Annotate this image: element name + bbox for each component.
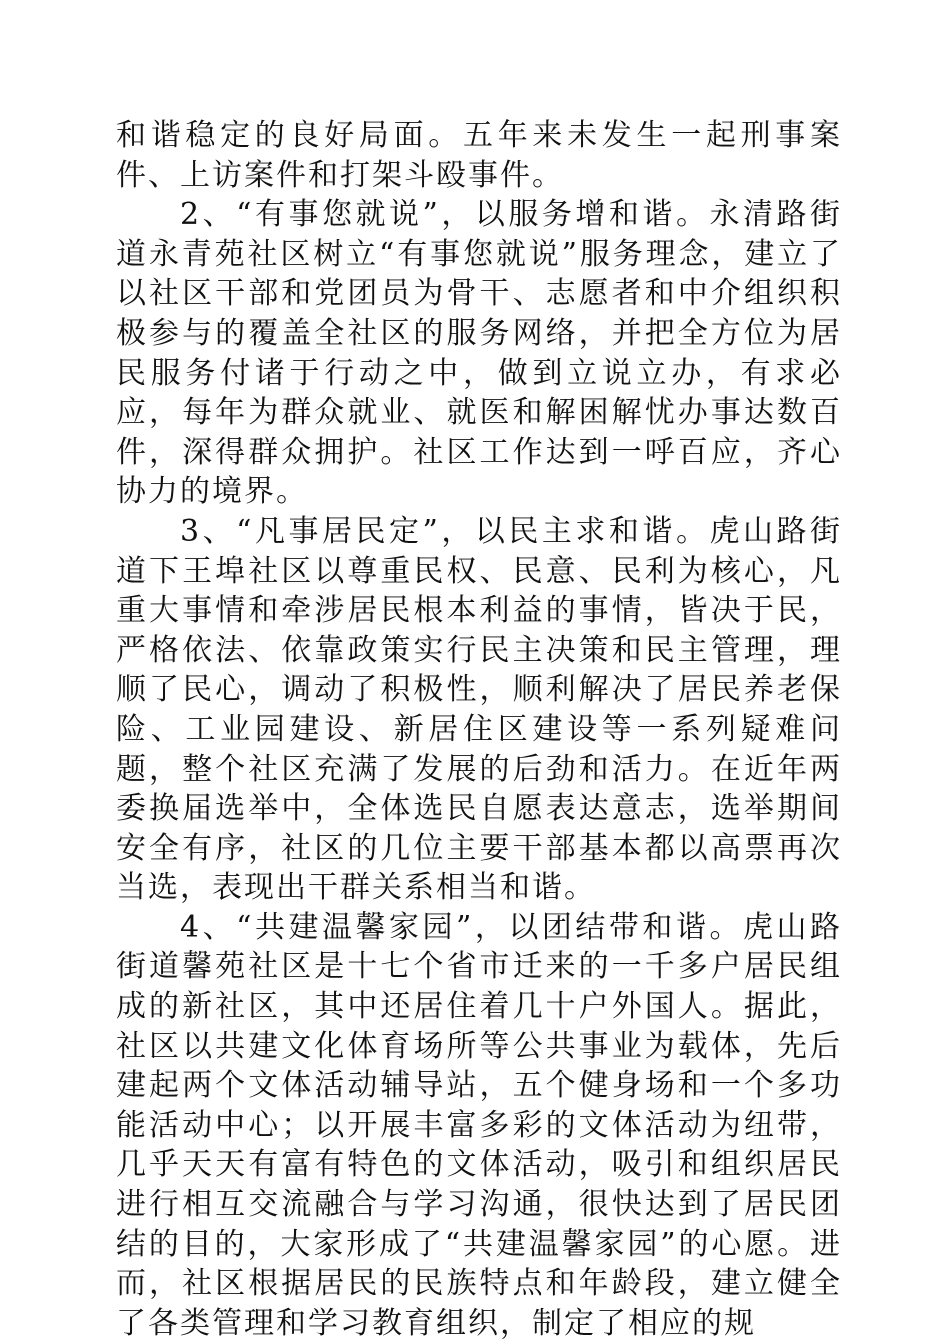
- paragraph-item-2: 2、“有事您就说”，以服务增和谐。永清路街道永青苑社区树立“有事您就说”服务理念，建立了以社区干部和党团员为骨干、志愿者和中介组织积极参与的覆盖全社区的服务网络，并把全方位为居民服务付诸于行动之中，做到立说立办，有求必应，每年为群众就业、就医和解困解忧办事达数百件，深得群众拥护。社区工作达到一呼百应，齐心协力的境界。: [116, 197, 842, 510]
- paragraph-continuation: 和谐稳定的良好局面。五年来未发生一起刑事案件、上访案件和打架斗殴事件。: [116, 118, 842, 193]
- paragraph-item-3: 3、“凡事居民定”，以民主求和谐。虎山路街道下王埠社区以尊重民权、民意、民利为核心，凡重大事情和牵涉居民根本利益的事情，皆决于民，严格依法、依靠政策实行民主决策和民主管理，理顺了民心，调动了积极性，顺利解决了居民养老保险、工业园建设、新居住区建设等一系列疑难问题，整个社区充满了发展的后劲和活力。在近年两委换届选举中，全体选民自愿表达意志，选举期间安全有序，社区的几位主要干部基本都以高票再次当选，表现出干群关系相当和谐。: [116, 513, 842, 906]
- document-body: [116, 116, 842, 1343]
- paragraph-item-4: 4、“共建温馨家园”，以团结带和谐。虎山路街道馨苑社区是十七个省市迁来的一千多户居民组成的新社区，其中还居住着几十户外国人。据此，社区以共建文化体育场所等公共事业为载体，先后建起两个文体活动辅导站，五个健身场和一个多功能活动中心；以开展丰富多彩的文体活动为纽带，几乎天天有富有特色的文体活动，吸引和组织居民进行相互交流融合与学习沟通，很快达到了居民团结的目的，大家形成了“共建温馨家园”的心愿。进而，社区根据居民的民族特点和年龄段，建立健全了各类管理和学习教育组织，制定了相应的规: [116, 909, 842, 1341]
